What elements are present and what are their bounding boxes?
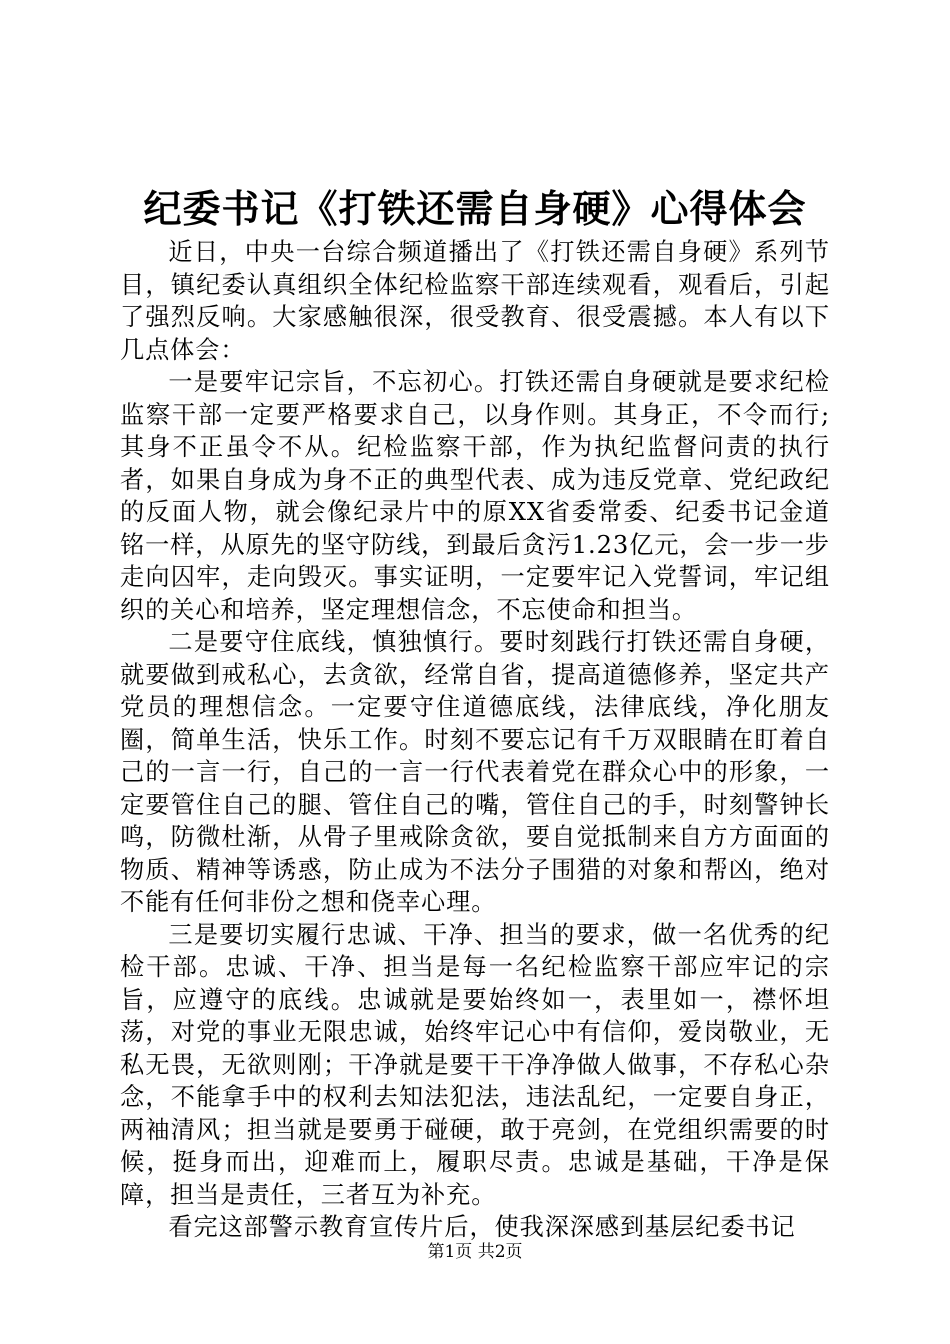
- document-body: [120, 236, 830, 1244]
- document-title: 纪委书记《打铁还需自身硬》心得体会: [143, 186, 807, 231]
- paragraph-intro: 近日，中央一台综合频道播出了《打铁还需自身硬》系列节目，镇纪委认真组织全体纪检监察干部连续观看，观看后，引起了强烈反响。大家感触很深，很受教育、很受震撼。本人有以下几点体会：: [120, 238, 830, 364]
- paragraph-conclusion: 看完这部警示教育宣传片后，使我深深感到基层纪委书记: [168, 1213, 796, 1241]
- paragraph-point-three: 三是要切实履行忠诚、干净、担当的要求，做一名优秀的纪检干部。忠诚、干净、担当是每一名纪检监察干部应牢记的宗旨，应遵守的底线。忠诚就是要始终如一，表里如一，襟怀坦荡，对党的事业无限忠诚，始终牢记心中有信仰，爱岗敬业，无私无畏，无欲则刚；干净就是要干干净净做人做事，不存私心杂念，不能拿手中的权利去知法犯法，违法乱纪，一定要自身正，两袖清风；担当就是要勇于碰硬，敢于亮剑，在党组织需要的时候，挺身而出，迎难而上，履职尽责。忠诚是基础，干净是保障，担当是责任，三者互为补充。: [120, 920, 830, 1209]
- page-footer: 第1页 共2页: [427, 1242, 523, 1262]
- paragraph-point-two: 二是要守住底线，慎独慎行。要时刻践行打铁还需自身硬，就要做到戒私心，去贪欲，经常自省，提高道德修养，坚定共产党员的理想信念。一定要守住道德底线，法律底线，净化朋友圈，简单生活，快乐工作。时刻不要忘记有千万双眼睛在盯着自己的一言一行，自己的一言一行代表着党在群众心中的形象，一定要管住自己的腿、管住自己的嘴，管住自己的手，时刻警钟长鸣，防微杜渐，从骨子里戒除贪欲，要自觉抵制来自方方面面的物质、精神等诱惑，防止成为不法分子围猎的对象和帮凶，绝对不能有任何非份之想和侥幸心理。: [120, 628, 830, 916]
- paragraph-point-one: 一是要牢记宗旨，不忘初心。打铁还需自身硬就是要求纪检监察干部一定要严格要求自己，以身作则。其身正，不令而行;其身不正虽令不从。纪检监察干部，作为执纪监督问责的执行者，如果自身成为身不正的典型代表、成为违反党章、党纪政纪的反面人物，就会像纪录片中的原XX省委常委、纪委书记金道铭一样，从原先的坚守防线，到最后贪污1.23亿元，会一步一步走向囚牢，走向毁灭。事实证明，一定要牢记入党誓词，牢记组织的关心和培养，坚定理想信念，不忘使命和担当。: [120, 368, 830, 624]
